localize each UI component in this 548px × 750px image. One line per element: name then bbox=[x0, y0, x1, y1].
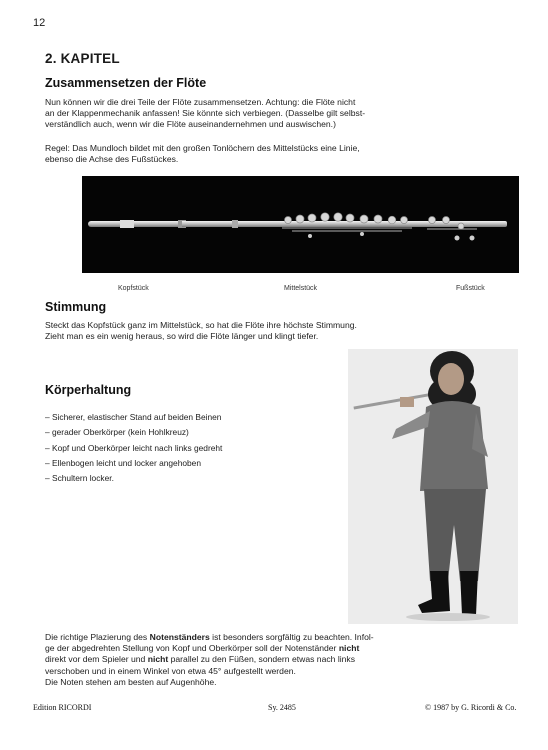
text-line: Die Noten stehen am besten auf Augenhöhe. bbox=[45, 676, 217, 687]
text-line: Nun können wir die drei Teile der Flöte zusammensetzen. Achtung: die Flöte nicht bbox=[45, 97, 356, 107]
emphasis: Notenständers bbox=[149, 632, 210, 642]
text-line: ebenso die Achse des Fußstückes. bbox=[45, 154, 179, 165]
text-line: verständlich auch, wenn wir die Flöte auseinandernehmen und auswischen.) bbox=[45, 119, 336, 130]
section-title-assembly: Zusammensetzen der Flöte bbox=[45, 76, 207, 90]
flutist-illustration bbox=[348, 349, 518, 624]
footer-publisher: Edition RICORDI bbox=[33, 703, 92, 712]
flutist-photo bbox=[348, 349, 518, 624]
emphasis: nicht bbox=[147, 654, 169, 665]
emphasis: nicht bbox=[338, 643, 360, 654]
chapter-title: 2. KAPITEL bbox=[45, 51, 120, 66]
list-item: – Ellenbogen leicht und locker angehoben bbox=[45, 457, 201, 468]
text-line: Steckt das Kopfstück ganz im Mittelstück, so hat die Flöte ihre höchste Stimmung. bbox=[45, 320, 357, 330]
text-line: verschoben und in einem Winkel von etwa 45° aufgestellt werden. bbox=[45, 665, 296, 676]
text-line: direkt vor dem Spieler und nicht parallel zu den Füßen, sondern etwas nach links bbox=[45, 654, 356, 665]
label-foot-joint: Fußstück bbox=[456, 285, 485, 292]
text-line: Regel: Das Mundloch bildet mit den großen Tonlöchern des Mittelstücks eine Linie, bbox=[45, 143, 360, 153]
list-item: – Schultern locker. bbox=[45, 473, 114, 484]
posture-list bbox=[45, 412, 222, 488]
text-line: ge der abgedrehten Stellung von Kopf und Oberkörper soll der Notenständer nicht bbox=[45, 643, 360, 654]
list-item: – Sicherer, elastischer Stand auf beiden Beinen bbox=[45, 412, 222, 422]
flute-illustration bbox=[82, 176, 519, 273]
page-number: 12 bbox=[33, 17, 46, 29]
section-title-posture: Körperhaltung bbox=[45, 383, 132, 397]
text-line: Zieht man es ein wenig heraus, so wird die Flöte länger und klingt tiefer. bbox=[45, 331, 319, 342]
label-head-joint: Kopfstück bbox=[118, 285, 149, 292]
list-item: – gerader Oberkörper (kein Hohlkreuz) bbox=[45, 427, 189, 438]
section-title-tuning: Stimmung bbox=[45, 300, 107, 314]
rule-paragraph bbox=[45, 143, 360, 165]
flute-photo bbox=[82, 176, 519, 273]
footer-copyright: © 1987 by G. Ricordi & Co. bbox=[425, 703, 517, 712]
list-item: – Kopf und Oberkörper leicht nach links gedreht bbox=[45, 442, 223, 453]
text-line: Die richtige Plazierung des Notenständers ist besonders sorgfältig zu beachten. Infol- bbox=[45, 632, 374, 642]
label-middle-joint: Mittelstück bbox=[284, 285, 318, 292]
footer-catalog-number: Sy. 2485 bbox=[268, 703, 296, 712]
closing-paragraph bbox=[45, 632, 374, 688]
tuning-paragraph bbox=[45, 320, 357, 342]
text-line: an der Klappenmechanik anfassen! Sie könnte sich verbiegen. (Dasselbe gilt selbst- bbox=[45, 108, 366, 119]
assembly-paragraph bbox=[45, 97, 365, 131]
